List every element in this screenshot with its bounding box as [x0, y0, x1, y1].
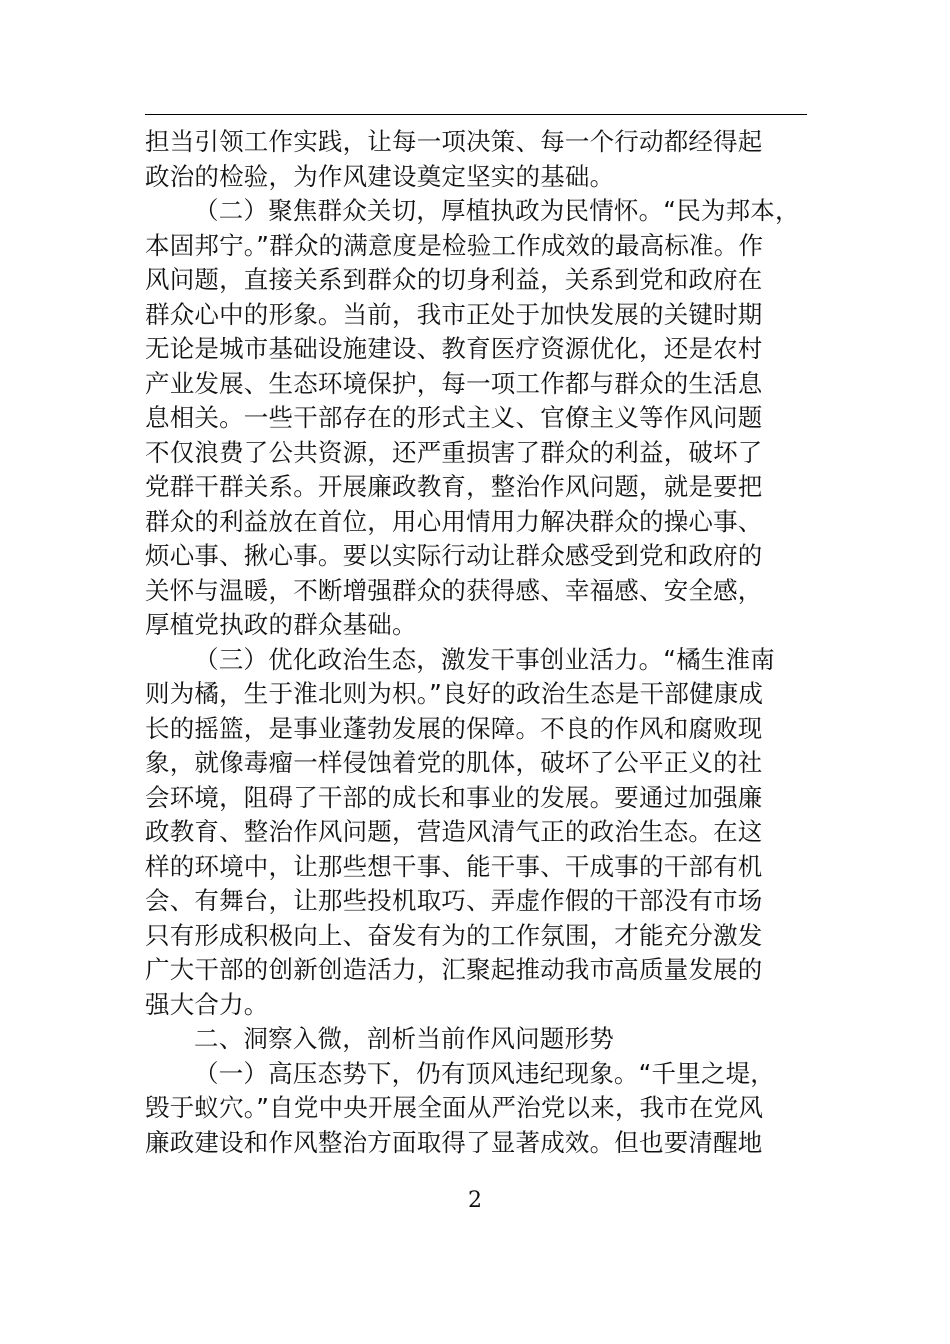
paragraph: [145, 1057, 807, 1161]
text-line: 政治的检验，为作风建设奠定坚实的基础。: [145, 161, 615, 191]
text-line: 二、洞察入微，剖析当前作风问题形势: [194, 1024, 614, 1053]
text-line: 息相关。一些干部存在的形式主义、官僚主义等作风问题: [145, 403, 763, 432]
paragraph: [145, 643, 807, 1023]
text-line: 担当引领工作实践，让每一项决策、每一个行动都经得起: [145, 127, 763, 156]
text-line: 样的环境中，让那些想干事、能干事、干成事的干部有机: [145, 851, 763, 881]
text-line: 厚植党执政的群众基础。: [145, 610, 417, 639]
text-line: 党群干群关系。开展廉政教育，整治作风问题，就是要把: [145, 472, 763, 501]
text-line: 烦心事、揪心事。要以实际行动让群众感受到党和政府的: [145, 541, 763, 570]
text-line: 会环境，阻碍了干部的成长和事业的发展。要通过加强廉: [145, 782, 763, 812]
text-line: 产业发展、生态环境保护，每一项工作都与群众的生活息: [145, 368, 763, 398]
text-line: 群众的利益放在首位，用心用情用力解决群众的操心事、: [145, 506, 763, 536]
text-line: 毁于蚁穴。”自党中央开展全面从严治党以来，我市在党风: [145, 1093, 764, 1122]
text-line: 强大合力。: [145, 989, 269, 1019]
paragraph: [145, 125, 807, 194]
text-line: 广大干部的创新创造活力，汇聚起推动我市高质量发展的: [145, 955, 763, 984]
header-rule: [145, 114, 807, 115]
text-line: （三）优化政治生态，激发干事创业活力。“橘生淮南: [194, 644, 775, 674]
text-line: 廉政建设和作风整治方面取得了显著成效。但也要清醒地: [145, 1127, 763, 1157]
page-number: 2: [468, 1188, 482, 1213]
text-line: 会、有舞台，让那些投机取巧、弄虚作假的干部没有市场: [145, 886, 763, 915]
text-line: 本固邦宁。”群众的满意度是检验工作成效的最高标准。作: [145, 230, 764, 260]
paragraph: [145, 194, 807, 643]
text-line: 政教育、整治作风问题，营造风清气正的政治生态。在这: [145, 817, 763, 846]
text-line: 长的摇篮，是事业蓬勃发展的保障。不良的作风和腐败现: [145, 713, 763, 743]
text-line: 只有形成积极向上、奋发有为的工作氛围，才能充分激发: [145, 920, 763, 950]
document-body: [145, 125, 807, 1160]
section-heading: [145, 1022, 807, 1057]
text-line: 风问题，直接关系到群众的切身利益，关系到党和政府在: [145, 265, 763, 294]
text-line: 则为橘，生于淮北则为枳。”良好的政治生态是干部健康成: [145, 679, 764, 708]
text-line: 关怀与温暖，不断增强群众的获得感、幸福感、安全感，: [145, 575, 763, 605]
text-line: （二）聚焦群众关切，厚植执政为民情怀。“民为邦本，: [194, 196, 800, 225]
text-line: 象，就像毒瘤一样侵蚀着党的肌体，破坏了公平正义的社: [145, 748, 763, 777]
text-line: 群众心中的形象。当前，我市正处于加快发展的关键时期: [145, 299, 763, 329]
text-line: 无论是城市基础设施建设、教育医疗资源优化，还是农村: [145, 334, 763, 363]
text-line: 不仅浪费了公共资源，还严重损害了群众的利益，破坏了: [145, 437, 763, 467]
text-line: （一）高压态势下，仍有顶风违纪现象。“千里之堤，: [194, 1058, 775, 1088]
